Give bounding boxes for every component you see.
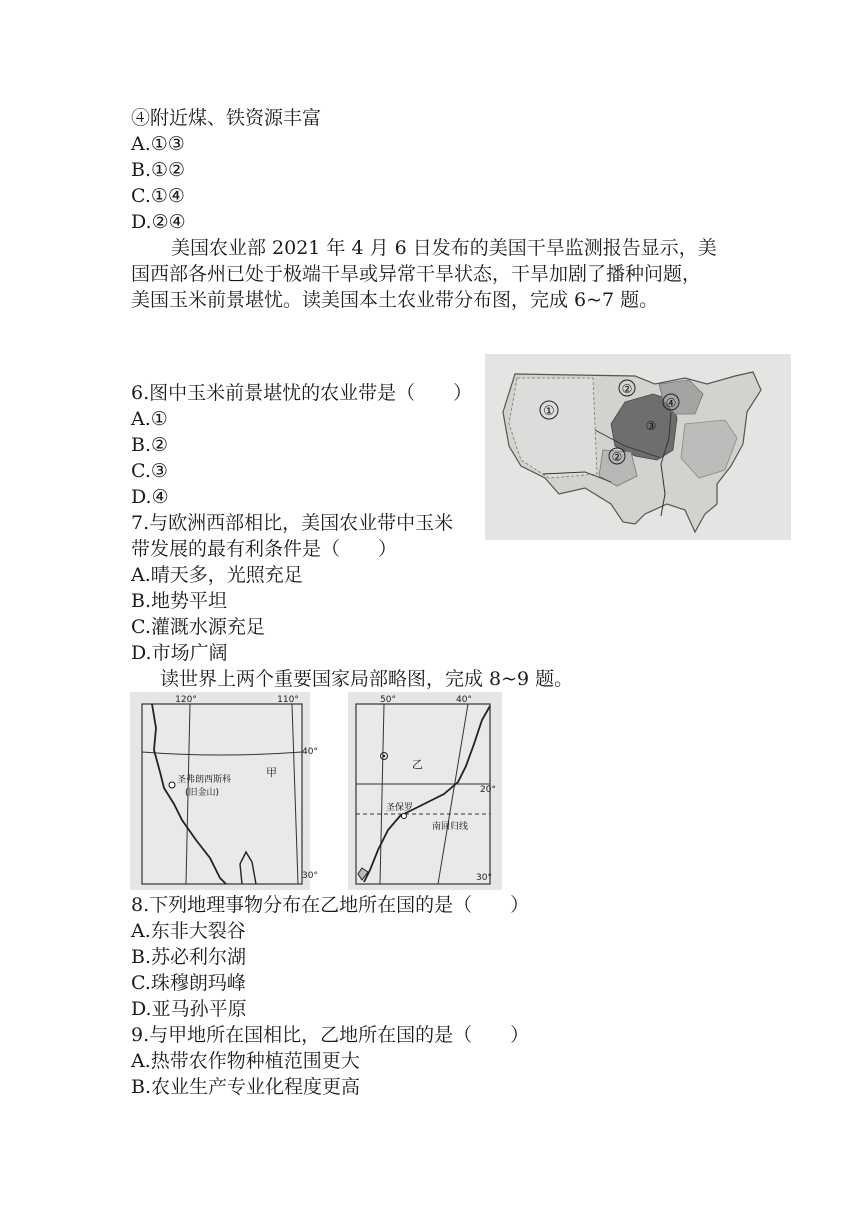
q8-choice-b: B.苏必利尔湖 [131,946,247,968]
q8-choice-d: D.亚马孙平原 [131,998,247,1020]
map-yi-label: 乙 [412,758,423,771]
map-jia-frame [142,704,302,884]
q7-stem-line1: 7.与欧洲西部相比，美国农业带中玉米 [131,512,454,534]
us-map-label-2b: ② [611,450,623,464]
map-jia [130,692,318,890]
map-jia-city-alt: (旧金山) [185,788,220,798]
q5-choice-a: A.①③ [131,133,185,155]
map-jia-lon-right: 110° [277,695,299,705]
q5-option-iv: ④附近煤、铁资源丰富 [131,107,322,129]
q9-choice-b: B.农业生产专业化程度更高 [131,1076,361,1098]
map-yi-capital-dot [383,755,385,757]
map-yi-lat-bottom: 30° [476,873,492,883]
q9-stem: 9.与甲地所在国相比，乙地所在国的是（ ） [131,1024,530,1046]
map-yi-lon-right: 40° [456,695,472,705]
passage1-line3: 美国玉米前景堪忧。读美国本土农业带分布图，完成 6~7 题。 [131,289,659,311]
q5-choice-c: C.①④ [131,185,185,207]
map-jia-city: 圣弗朗西斯科 [177,775,232,785]
q6-stem: 6.图中玉米前景堪忧的农业带是（ ） [131,382,473,404]
map-jia-label: 甲 [266,766,277,779]
q6-choice-b: B.② [131,434,169,456]
q7-choice-d: D.市场广阔 [131,642,228,664]
us-agriculture-map [485,354,791,540]
us-map-label-4: ④ [665,396,677,410]
passage1-line2: 国西部各州已处于极端干旱或异常干旱状态，干旱加剧了播种问题， [131,263,702,285]
map-jia-lat-top: 40° [302,747,318,757]
q7-choice-c: C.灌溉水源充足 [131,616,265,638]
map-yi-lat-top: 20° [480,785,496,795]
q8-choice-c: C.珠穆朗玛峰 [131,972,246,994]
q9-choice-a: A.热带农作物种植范围更大 [131,1050,360,1072]
q7-choice-b: B.地势平坦 [131,590,228,612]
q8-choice-a: A.东非大裂谷 [131,920,246,942]
passage2-text: 读世界上两个重要国家局部略图，完成 8~9 题。 [160,668,574,690]
map-yi [348,692,502,890]
map-yi-svg [348,692,502,890]
us-map-label-1: ① [543,404,555,419]
map-jia-lat-bottom: 30° [302,871,318,881]
map-jia-city-dot [169,782,175,788]
map-jia-lon-left: 120° [175,695,197,705]
map-yi-city-dot [402,814,407,819]
us-map-svg [485,354,791,540]
us-map-label-2: ② [621,382,633,396]
q8-stem: 8.下列地理事物分布在乙地所在国的是（ ） [131,894,530,916]
q6-choice-a: A.① [131,408,168,430]
map-jia-svg [130,692,318,890]
us-map-label-3: ③ [645,419,657,433]
q6-choice-d: D.④ [131,486,169,508]
q7-stem-line2: 带发展的最有利条件是（ ） [131,538,398,560]
map-yi-tropic-label: 南回归线 [432,822,469,832]
map-yi-lon-left: 50° [380,695,396,705]
q5-choice-b: B.①② [131,159,186,181]
q5-choice-d: D.②④ [131,211,186,233]
q7-choice-a: A.晴天多，光照充足 [131,564,303,586]
q6-choice-c: C.③ [131,460,168,482]
map-yi-city: 圣保罗 [386,803,414,813]
passage1-line1: 美国农业部 2021 年 4 月 6 日发布的美国干旱监测报告显示，美 [171,237,717,259]
